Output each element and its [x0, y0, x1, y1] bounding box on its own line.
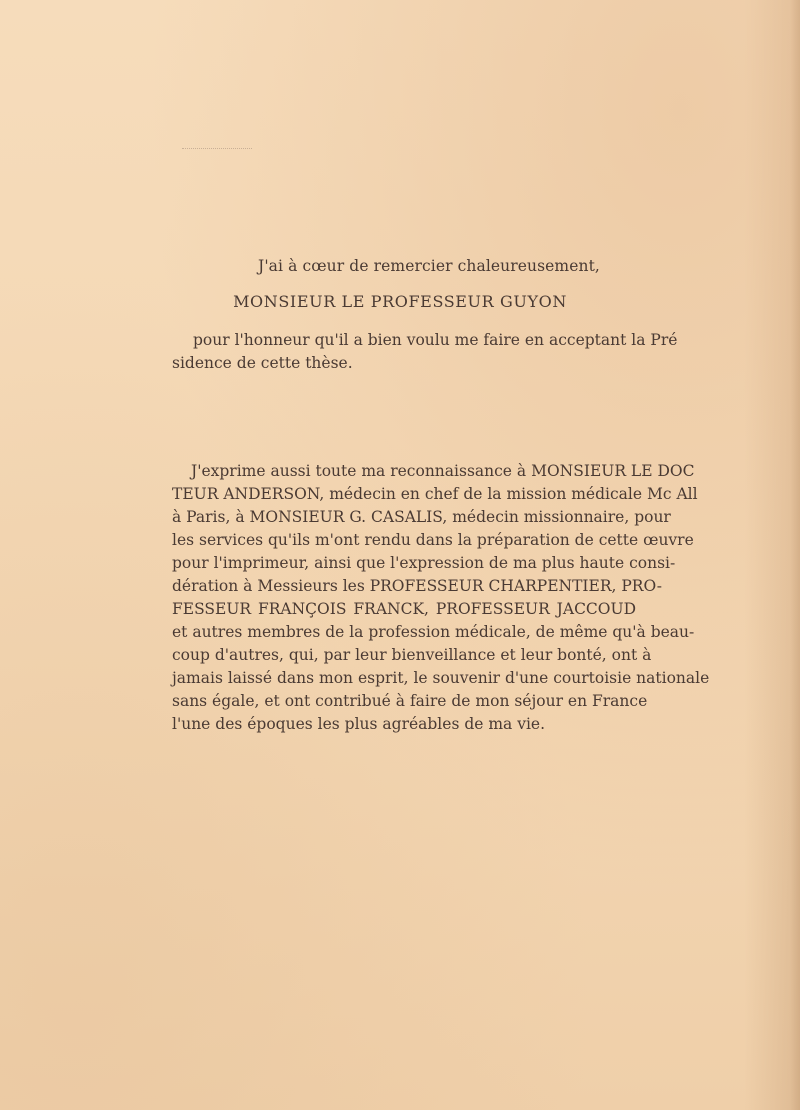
gratitude-paragraph-line: et autres membres de la profession médicale, de même qu'à beau-	[172, 623, 695, 641]
gratitude-paragraph-line: sans égale, et ont contribué à faire de mon séjour en France	[172, 692, 648, 710]
gratitude-paragraph-line: jamais laissé dans mon esprit, le souvenir d'une courtoisie nationale	[172, 669, 710, 687]
gratitude-paragraph-line: FESSEUR FRANÇOIS FRANCK, PROFESSEUR JACCOUD	[172, 600, 636, 618]
gratitude-paragraph-line: les services qu'ils m'ont rendu dans la préparation de cette œuvre	[172, 531, 694, 549]
gratitude-paragraph-line: TEUR ANDERSON, médecin en chef de la mission médicale Mc All	[172, 485, 698, 503]
dedication-paragraph-line: pour l'honneur qu'il a bien voulu me faire en acceptant la Pré	[193, 331, 678, 349]
gratitude-paragraph-line: pour l'imprimeur, ainsi que l'expression de ma plus haute consi-	[172, 554, 676, 572]
dedication-intro-line: J'ai à cœur de remercier chaleureusement,	[258, 257, 600, 275]
print-speck	[182, 148, 252, 152]
page-edge-shadow	[790, 0, 800, 1110]
dedication-honoree: MONSIEUR LE PROFESSEUR GUYON	[233, 292, 567, 311]
gratitude-paragraph-line: dération à Messieurs les PROFESSEUR CHARPENTIER, PRO-	[172, 577, 662, 595]
gratitude-paragraph-line: coup d'autres, qui, par leur bienveillance et leur bonté, ont à	[172, 646, 652, 664]
gratitude-paragraph-line: J'exprime aussi toute ma reconnaissance à MONSIEUR LE DOC	[191, 462, 695, 480]
gratitude-paragraph-line: à Paris, à MONSIEUR G. CASALIS, médecin missionnaire, pour	[172, 508, 671, 526]
gratitude-paragraph-line: l'une des époques les plus agréables de ma vie.	[172, 715, 546, 733]
dedication-paragraph-line: sidence de cette thèse.	[172, 354, 353, 372]
